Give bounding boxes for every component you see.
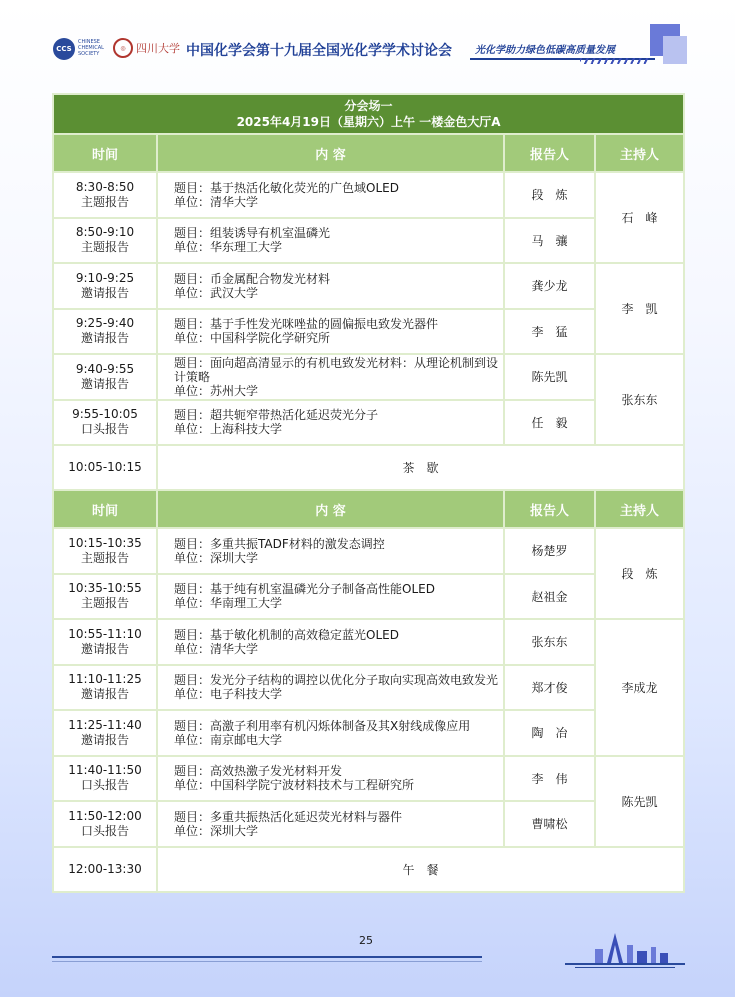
- table-row: [53, 309, 684, 355]
- time-cell: [53, 528, 157, 574]
- header-host: 主持人: [595, 490, 684, 528]
- time: 10:55-11:10: [68, 626, 142, 641]
- content-cell: [157, 218, 504, 264]
- talk-title: 题目：多重共振热活化延迟荧光材料与器件: [174, 809, 403, 824]
- talk-type: 邀请报告: [80, 285, 129, 300]
- talk-unit: 单位：电子科技大学: [174, 687, 283, 702]
- talk-type: 主题报告: [80, 596, 129, 611]
- host-cell: 陈先凯: [595, 756, 684, 847]
- time-cell: [53, 400, 157, 446]
- time: 11:40-11:50: [68, 763, 142, 778]
- table-row: [53, 665, 684, 711]
- content-cell: [157, 400, 504, 446]
- time-cell: [53, 354, 157, 400]
- talk-title: 题目：多重共振TADF材料的激发态调控: [174, 536, 385, 551]
- ccs-name: CHINESE CHEMICAL SOCIETY: [78, 39, 104, 57]
- talk-type: 邀请报告: [80, 641, 129, 656]
- talk-title: 题目：超共轭窄带热活化延迟荧光分子: [174, 408, 379, 423]
- decorative-square: [663, 36, 687, 64]
- talk-unit: 单位：中国科学院化学研究所: [174, 331, 331, 346]
- host-cell: 张东东: [595, 354, 684, 445]
- time-cell: [53, 665, 157, 711]
- time-cell: [53, 263, 157, 309]
- host-cell: 李成龙: [595, 619, 684, 756]
- talk-type: 邀请报告: [80, 687, 129, 702]
- content-cell: [157, 619, 504, 665]
- talk-unit: 单位：南京邮电大学: [174, 732, 283, 747]
- header-content: 内 容: [157, 134, 504, 172]
- talk-title: 题目：基于纯有机室温磷光分子制备高性能OLED: [174, 582, 435, 597]
- speaker-cell: 李 猛: [504, 309, 595, 355]
- session-title-cell: [53, 94, 684, 134]
- break-time: 12:00-13:30: [53, 847, 157, 892]
- table-row: [53, 400, 684, 446]
- talk-unit: 单位：武汉大学: [174, 285, 259, 300]
- time-cell: [53, 801, 157, 847]
- time: 8:30-8:50: [75, 179, 135, 194]
- footer-divider: [52, 956, 482, 958]
- speaker-cell: 李 伟: [504, 756, 595, 802]
- talk-type: 口头报告: [80, 823, 129, 838]
- table-row: [53, 172, 684, 218]
- speaker-cell: 郑才俊: [504, 665, 595, 711]
- time-cell: [53, 756, 157, 802]
- talk-title: 题目：发光分子结构的调控以优化分子取向实现高效电致发光: [174, 673, 499, 688]
- break-time: 10:05-10:15: [53, 445, 157, 490]
- speaker-cell: 马 骧: [504, 218, 595, 264]
- talk-title: 题目：币金属配合物发光材料: [174, 271, 331, 286]
- talk-unit: 单位：上海科技大学: [174, 422, 283, 437]
- talk-type: 口头报告: [80, 422, 129, 437]
- session-subtitle: 2025年4月19日（星期六）上午 一楼金色大厅A: [236, 115, 501, 129]
- talk-unit: 单位：深圳大学: [174, 823, 259, 838]
- talk-unit: 单位：清华大学: [174, 194, 259, 209]
- host-cell: 段 炼: [595, 528, 684, 619]
- talk-unit: 单位：清华大学: [174, 641, 259, 656]
- time: 11:10-11:25: [68, 672, 142, 687]
- talk-title: 题目：面向超高清显示的有机电致发光材料：从理论机制到设计策略: [174, 355, 499, 384]
- ccs-logo: CCS: [53, 38, 75, 60]
- time: 9:25-9:40: [75, 316, 135, 331]
- talk-type: 邀请报告: [80, 331, 129, 346]
- time: 11:50-12:00: [68, 808, 142, 823]
- content-cell: [157, 309, 504, 355]
- talk-type: 口头报告: [80, 778, 129, 793]
- talk-type: 主题报告: [80, 194, 129, 209]
- content-cell: [157, 172, 504, 218]
- time: 11:25-11:40: [68, 717, 142, 732]
- time: 9:10-9:25: [75, 270, 135, 285]
- footer-divider: [52, 961, 482, 962]
- header-time: 时间: [53, 134, 157, 172]
- speaker-cell: 任 毅: [504, 400, 595, 446]
- schedule-table: [52, 93, 685, 893]
- header-content: 内 容: [157, 490, 504, 528]
- table-row: [53, 619, 684, 665]
- content-cell: [157, 574, 504, 620]
- table-row: [53, 574, 684, 620]
- table-row: [53, 218, 684, 264]
- speaker-cell: 龚少龙: [504, 263, 595, 309]
- speaker-cell: 陶 冶: [504, 710, 595, 756]
- host-cell: 李 凯: [595, 263, 684, 354]
- speaker-cell: 杨楚罗: [504, 528, 595, 574]
- time-cell: [53, 710, 157, 756]
- time-cell: [53, 218, 157, 264]
- table-row: [53, 756, 684, 802]
- time: 9:40-9:55: [75, 361, 135, 376]
- conference-title: 中国化学会第十九届全国光化学学术讨论会: [186, 43, 452, 59]
- time-cell: [53, 172, 157, 218]
- content-cell: [157, 756, 504, 802]
- content-cell: [157, 354, 504, 400]
- time-cell: [53, 619, 157, 665]
- scu-emblem-icon: ◎: [113, 38, 133, 58]
- table-row: [53, 354, 684, 400]
- talk-type: 主题报告: [80, 240, 129, 255]
- page-number: 25: [359, 934, 373, 947]
- column-header-row: [53, 490, 684, 528]
- table-row: [53, 710, 684, 756]
- time-cell: [53, 309, 157, 355]
- session-title: 分会场一: [344, 99, 393, 113]
- slogan: 光化学助力绿色低碳高质量发展: [475, 45, 615, 56]
- talk-title: 题目：基于手性发光咪唑盐的圆偏振电致发光器件: [174, 317, 439, 332]
- talk-title: 题目：组装诱导有机室温磷光: [174, 226, 331, 241]
- time: 9:55-10:05: [72, 407, 138, 422]
- host-cell: 石 峰: [595, 172, 684, 263]
- scu-name: 四川大学: [136, 42, 180, 55]
- header-host: 主持人: [595, 134, 684, 172]
- break-row: [53, 445, 684, 490]
- talk-type: 主题报告: [80, 550, 129, 565]
- talk-unit: 单位：华南理工大学: [174, 596, 283, 611]
- column-header-row: [53, 134, 684, 172]
- break-row: [53, 847, 684, 892]
- time-cell: [53, 574, 157, 620]
- table-row: [53, 528, 684, 574]
- break-label: 茶 歇: [157, 445, 684, 490]
- speaker-cell: 赵祖金: [504, 574, 595, 620]
- header-speaker: 报告人: [504, 490, 595, 528]
- time: 10:35-10:55: [68, 581, 142, 596]
- talk-type: 邀请报告: [80, 376, 129, 391]
- talk-title: 题目：高激子利用率有机闪烁体制备及其X射线成像应用: [174, 718, 471, 733]
- speaker-cell: 曹啸松: [504, 801, 595, 847]
- talk-title: 题目：基于敏化机制的高效稳定蓝光OLED: [174, 627, 399, 642]
- decorative-stripes: [580, 58, 650, 64]
- session-title-row: [53, 94, 684, 134]
- page-header: [0, 0, 735, 80]
- time: 10:15-10:35: [68, 535, 142, 550]
- table-row: [53, 263, 684, 309]
- content-cell: [157, 801, 504, 847]
- table-row: [53, 801, 684, 847]
- speaker-cell: 段 炼: [504, 172, 595, 218]
- skyline-icon: [565, 925, 685, 970]
- talk-unit: 单位：苏州大学: [174, 383, 259, 398]
- talk-unit: 单位：华东理工大学: [174, 240, 283, 255]
- content-cell: [157, 263, 504, 309]
- talk-unit: 单位：深圳大学: [174, 550, 259, 565]
- content-cell: [157, 710, 504, 756]
- time: 8:50-9:10: [75, 225, 135, 240]
- speaker-cell: 陈先凯: [504, 354, 595, 400]
- talk-unit: 单位：中国科学院宁波材料技术与工程研究所: [174, 778, 415, 793]
- header-speaker: 报告人: [504, 134, 595, 172]
- speaker-cell: 张东东: [504, 619, 595, 665]
- header-time: 时间: [53, 490, 157, 528]
- talk-type: 邀请报告: [80, 732, 129, 747]
- break-label: 午 餐: [157, 847, 684, 892]
- content-cell: [157, 665, 504, 711]
- talk-title: 题目：基于热活化敏化荧光的广色域OLED: [174, 180, 399, 195]
- talk-title: 题目：高效热激子发光材料开发: [174, 764, 343, 779]
- content-cell: [157, 528, 504, 574]
